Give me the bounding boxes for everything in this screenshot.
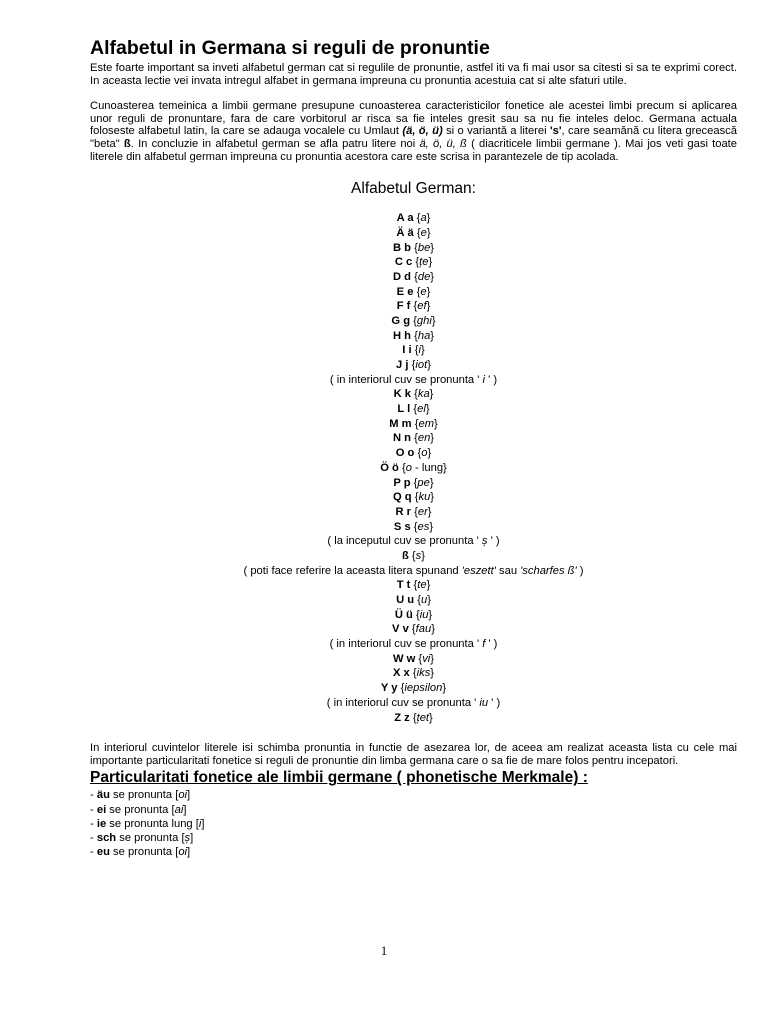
alphabet-letters: N n (392, 432, 411, 445)
alphabet-letters: Ö ö (380, 461, 399, 474)
alphabet-row: L l {el} (397, 403, 430, 416)
alphabet-row: Y y {iepsilon} (380, 682, 447, 695)
alphabet-pronunciation: ku (418, 491, 431, 504)
alphabet-pronunciation: fau (415, 623, 432, 636)
alphabet-letters: I i (402, 344, 412, 357)
alphabet-letters: J j (396, 359, 409, 372)
alphabet-note-note-i: 'eszett' (461, 564, 496, 577)
alphabet-pronunciation: ka (417, 388, 430, 401)
alphabet-note-note-end: ' ) (487, 535, 500, 548)
alphabet-pronunciation: ef (417, 300, 427, 313)
alphabet-note (90, 696, 737, 711)
alphabet-note-note-mid: sau (495, 564, 521, 577)
alphabet-pronunciation: em (418, 417, 435, 430)
umlaut-letters: (ä, ö, ü) (402, 125, 443, 138)
rule-letter-combo: äu (96, 789, 110, 802)
alphabet-row: B b {be} (392, 241, 435, 254)
alphabet-pronunciation: țe (419, 256, 429, 269)
alphabet-letters: ß (401, 549, 409, 562)
alphabet-row: F f {ef} (396, 300, 431, 313)
phonetic-rule: - äu se pronunta [oi] (90, 789, 191, 802)
alphabet-row: R r {er} (395, 505, 432, 518)
alphabet-pronunciation: o (421, 447, 428, 460)
alphabet-row: N n {en} (392, 432, 435, 445)
alphabet-pronunciation: u (420, 594, 428, 607)
alphabet-pronunciation: iks (416, 667, 431, 680)
alphabet-pronunciation: de (417, 270, 431, 283)
alphabet-letters: U u (396, 594, 415, 607)
alphabet-letters: C c (394, 256, 413, 269)
alphabet-note-note-end: ' ) (488, 696, 501, 709)
alphabet-row: J j {iot} (396, 359, 431, 372)
alphabet-row: Ö ö {o - lung} (380, 461, 447, 474)
alphabet-row: U u {u} (396, 594, 431, 607)
rule-letter-combo: eu (96, 846, 110, 859)
alphabet-letters: L l (397, 403, 411, 416)
alphabet-letters: K k (393, 388, 411, 401)
alphabet-letters: G g (391, 314, 411, 327)
eszett-letter: ß (123, 137, 131, 150)
alphabet-pronunciation: s (415, 549, 422, 562)
rule-text: se pronunta (106, 803, 172, 816)
eszett-letter-2: ß (460, 137, 467, 150)
alphabet-row: O o {o} (395, 447, 432, 460)
intro-paragraph: Este foarte important sa inveti alfabetul german cat si regulile de pronuntie, astfel iti va fi mai usor sa citesti si sa te exprimi corect. In aceasta lectie vei invata intregul alfabet in germana impreuna cu pronuntia acestuia cat si alte sfaturi utile. (90, 62, 737, 87)
alphabet-pronunciation: vi (422, 652, 431, 665)
alphabet-note-note-i: ș (481, 535, 488, 548)
rule-pronunciation: i (198, 817, 202, 830)
alphabet-letters: F f (396, 300, 411, 313)
alphabet-pronunciation-suffix: - lung (411, 461, 444, 474)
alphabet-letters: X x (392, 667, 410, 680)
alphabet-note (90, 534, 737, 549)
para2-text-1: Cunoasterea temeinica a limbii germane presupune cunoasterea caracteristicilor fonetice ale acestei limbi precum si aplicarea unor reguli de pronuntare, fara de care vorbitorul ar risca sa fie inteles gresit sau sa nu fie inteles deloc. Germana actuala foloseste alfabetul latin, la care se adauga vocalele cu Umlaut (90, 100, 737, 138)
alphabet-letters: P p (393, 476, 411, 489)
alphabet-note-note-i: f (482, 638, 486, 651)
s-letter: 's' (550, 125, 562, 138)
alphabet-row: G g {ghi} (391, 314, 436, 327)
alphabet-pronunciation: ha (417, 329, 431, 342)
alphabet-row: Ä ä {e} (396, 226, 431, 239)
rule-text: se pronunta (116, 832, 182, 845)
alphabet-list (90, 211, 737, 725)
alphabet-pronunciation: er (417, 505, 428, 518)
alphabet-row: Z z {țet} (394, 711, 433, 724)
description-paragraph (90, 100, 737, 163)
alphabet-row: I i {i} (402, 344, 425, 357)
alphabet-note-note: ( in interiorul cuv se pronunta ' (329, 638, 483, 651)
alphabet-pronunciation: i (418, 344, 421, 357)
alphabet-letters: V v (392, 623, 409, 636)
alphabet-letters: M m (389, 417, 412, 430)
alphabet-letters: E e (396, 285, 414, 298)
alphabet-note-note: ( poti face referire la aceasta litera spunand (243, 564, 462, 577)
alphabet-row: M m {em} (389, 417, 438, 430)
alphabet-row: E e {e} (396, 285, 431, 298)
alphabet-note-note-i2: 'scharfes ß' (520, 564, 577, 577)
alphabet-row: S s {es} (393, 520, 434, 533)
conclusion-paragraph: In interiorul cuvintelor literele isi schimba pronuntia in functie de asezarea lor, de aceea am realizat aceasta lista cu cele mai importante particularitati fonetice si reguli de pronuntie din limba germana care o sa fie de mare folos pentru incepatori. (90, 742, 737, 767)
document-page (90, 36, 737, 859)
phonetic-rule: - eu se pronunta [oi] (90, 846, 191, 859)
rule-letter-combo: sch (96, 832, 117, 845)
alphabet-note-note-i: i (482, 373, 486, 386)
alphabet-pronunciation: o (405, 461, 412, 474)
phonetic-section-title: Particularitati fonetice ale limbii germane ( phonetische Merkmale) : (90, 769, 588, 787)
alphabet-row: T t {te} (396, 579, 431, 592)
alphabet-pronunciation: iu (419, 608, 429, 621)
alphabet-pronunciation: e (420, 226, 427, 239)
alphabet-pronunciation: be (417, 241, 431, 254)
alphabet-letters: R r (395, 505, 411, 518)
rule-pronunciation: ș (184, 832, 191, 845)
rule-text: se pronunta lung (106, 817, 196, 830)
rule-pronunciation: oi (178, 846, 188, 859)
page-number: 1 (380, 944, 388, 958)
new-letters: ä, ö, ü, (419, 137, 456, 150)
page-title: Alfabetul in Germana si reguli de pronuntie (90, 37, 490, 59)
alphabet-letters: Q q (392, 491, 412, 504)
alphabet-note (90, 564, 737, 579)
alphabet-note-note: ( la inceputul cuv se pronunta ' (327, 535, 482, 548)
alphabet-row: H h {ha} (392, 329, 435, 342)
alphabet-pronunciation: el (417, 403, 426, 416)
alphabet-letters: B b (392, 241, 411, 254)
alphabet-row: W w {vi} (392, 652, 435, 665)
alphabet-row: C c {țe} (394, 256, 433, 269)
para2-text-6: ( diacriticele limbii germane ). Mai jos veti gasi toate literele din alfabetul german impreuna cu pronuntia acestora care este scrisa in parantezele de tip acolada. (90, 137, 738, 163)
alphabet-row: V v {fau} (392, 623, 435, 636)
alphabet-note-note: ( in interiorul cuv se pronunta ' (329, 373, 483, 386)
para2-text-2: si o variantă a literei (442, 125, 550, 138)
alphabet-pronunciation: țet (416, 711, 430, 724)
rule-pronunciation: ai (174, 803, 184, 816)
alphabet-pronunciation: a (420, 212, 427, 225)
rule-text: se pronunta (109, 789, 176, 802)
para2-text-4: . In concluzie in alfabetul german se afla patru litere noi (130, 137, 420, 150)
alphabet-letters: O o (395, 447, 415, 460)
alphabet-row: Ü ü {iu} (394, 608, 433, 621)
alphabet-letters: H h (392, 329, 411, 342)
alphabet-note-note-end: ) (576, 564, 584, 577)
alphabet-pronunciation: ghi (416, 314, 432, 327)
phonetic-rule: - ie se pronunta lung [i] (90, 817, 205, 830)
alphabet-row: X x {iks} (392, 667, 435, 680)
alphabet-letters: Y y (380, 682, 398, 695)
alphabet-pronunciation: e (420, 285, 427, 298)
alphabet-title: Alfabetul German: (351, 180, 476, 198)
alphabet-letters: S s (393, 520, 411, 533)
alphabet-letters: T t (396, 579, 411, 592)
alphabet-row: ß {s} (401, 549, 426, 562)
alphabet-letters: Ä ä (396, 226, 414, 239)
alphabet-pronunciation: te (417, 579, 427, 592)
alphabet-note-note-end: ' ) (485, 638, 498, 651)
alphabet-letters: Ü ü (394, 608, 413, 621)
alphabet-row: Q q {ku} (392, 491, 435, 504)
alphabet-letters: A a (396, 212, 414, 225)
phonetic-rule: - ei se pronunta [ai] (90, 803, 187, 816)
alphabet-pronunciation: iot (415, 359, 428, 372)
alphabet-letters: W w (392, 652, 416, 665)
alphabet-letters: Z z (394, 711, 410, 724)
rule-text: se pronunta (109, 846, 176, 859)
alphabet-note-note-i: iu (479, 696, 489, 709)
alphabet-pronunciation: es (417, 520, 430, 533)
rule-letter-combo: ei (96, 803, 107, 816)
alphabet-pronunciation: en (417, 432, 431, 445)
alphabet-pronunciation: pe (417, 476, 430, 489)
rule-pronunciation: oi (178, 789, 188, 802)
paragraph-gap (90, 87, 737, 100)
alphabet-note (90, 373, 737, 388)
phonetic-rule: - sch se pronunta [ș] (90, 832, 194, 845)
para2-text-3: , care seamănă cu litera grecească "beta" (90, 125, 737, 150)
alphabet-row: A a {a} (396, 212, 431, 225)
alphabet-note-note-end: ' ) (485, 373, 498, 386)
alphabet-note (90, 637, 737, 652)
alphabet-note-note: ( in interiorul cuv se pronunta ' (326, 696, 480, 709)
alphabet-row: D d {de} (392, 270, 435, 283)
alphabet-row: K k {ka} (393, 388, 434, 401)
alphabet-pronunciation: iepsilon (404, 682, 443, 695)
phonetic-rules-list (90, 788, 737, 859)
rule-letter-combo: ie (96, 817, 107, 830)
alphabet-row: P p {pe} (393, 476, 434, 489)
alphabet-letters: D d (392, 270, 411, 283)
